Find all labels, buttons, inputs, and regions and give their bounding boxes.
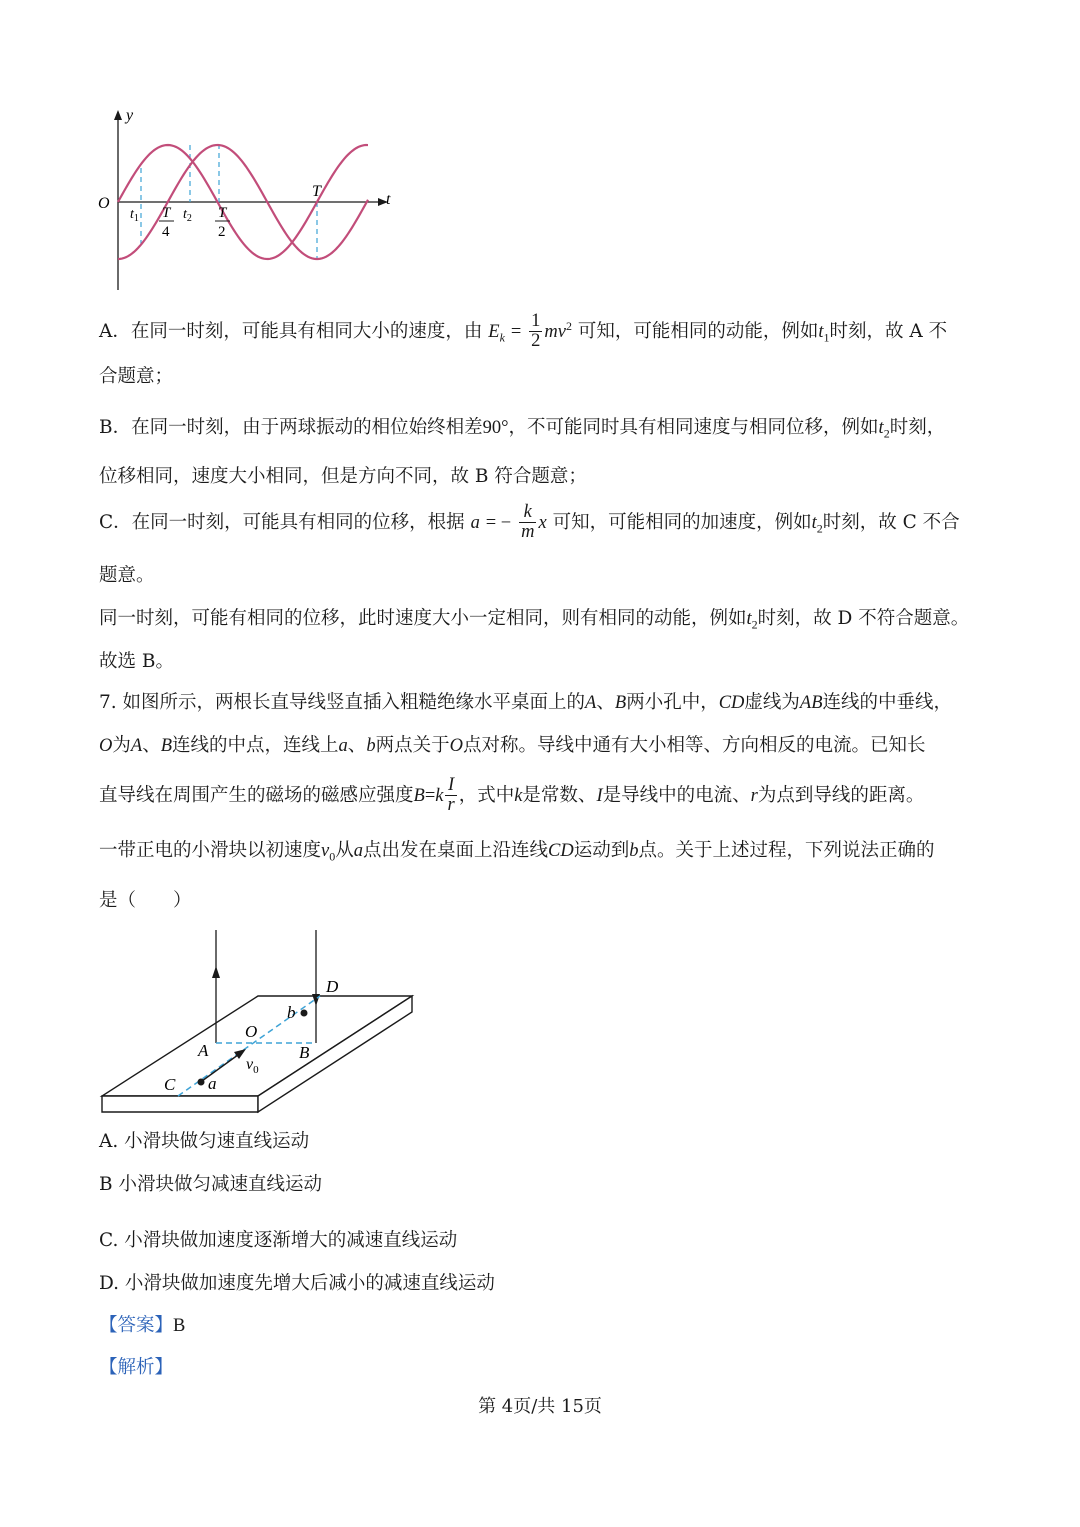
option-b: B 小滑块做匀减速直线运动 xyxy=(99,1174,322,1195)
label-a: a xyxy=(208,1074,217,1093)
explanation-option-c-cont: 题意。 xyxy=(99,565,155,586)
half-period-num: T xyxy=(218,205,227,221)
label-C: C xyxy=(164,1075,176,1094)
explanation-option-c: C．在同一时刻，可能具有相同的位移，根据 a = − $\frac{k}{m}$ x 可知，可能相同的加速度，例如$t_2$时刻，故 C 不合 xyxy=(99,502,960,543)
label-D: D xyxy=(326,977,339,996)
question7-line2: O为A、B连线的中点，连线上a、b两点关于O点对称。导线中通有大小相等、方向相反的电流。已知长 xyxy=(99,735,926,756)
fraction-I-over-r: $\frac{I}{r}$ xyxy=(447,775,455,816)
explanation-option-a-cont: 合题意； xyxy=(99,366,174,387)
label-B: B xyxy=(299,1043,310,1062)
question7-line4: 一带正电的小滑块以初速度$v_0$从a点出发在桌面上沿连线CD运动到b点。关于上述过程，下列说法正确的 xyxy=(99,840,935,864)
answer-line xyxy=(99,1315,985,1337)
question7-line3: 直导线在周围产生的磁场的磁感应强度B=k $\frac{I}{r}$ ，式中k是常数、I是导线中的电流、r为点到导线的距离。 xyxy=(99,775,925,816)
origin-label: O xyxy=(98,195,110,212)
explanation-option-a: A．在同一时刻，可能具有相同大小的速度，由 $E_k$ = $\frac{1}{2}$ $mv^2$ 可知，可能相同的动能，例如$t_1$时刻，故 A 不 xyxy=(99,311,948,352)
option-a: A. 小滑块做匀速直线运动 xyxy=(99,1131,310,1152)
t2-label: $t_2$ xyxy=(183,207,192,224)
wire-table-figure xyxy=(98,926,418,1116)
question7-line5: 是（ ） xyxy=(99,890,192,911)
page-footer: 第 4页/共 15页 xyxy=(478,1396,602,1417)
table-slab xyxy=(102,996,412,1112)
point-a xyxy=(198,1079,205,1086)
label-O: O xyxy=(245,1022,258,1041)
answer-label: 【答案】 xyxy=(99,1315,174,1336)
explanation-option-b-cont: 位移相同，速度大小相同，但是方向不同，故 B 符合题意； xyxy=(99,466,587,487)
t1-label: $t_1$ xyxy=(130,207,139,224)
label-A: A xyxy=(198,1041,209,1060)
explanation-option-b: B．在同一时刻，由于两球振动的相位始终相差90°，不可能同时具有相同速度与相同位移，例如$t_2$时刻， xyxy=(99,417,946,441)
analysis-label: 【解析】 xyxy=(99,1357,174,1378)
label-b: b xyxy=(287,1003,296,1022)
option-c: C. 小滑块做加速度逐渐增大的减速直线运动 xyxy=(99,1230,458,1251)
fraction-one-half: $\frac{1}{2}$ xyxy=(531,311,541,352)
point-b xyxy=(301,1010,308,1017)
answer-value: B xyxy=(173,1316,186,1336)
half-period-den: 2 xyxy=(218,224,226,240)
oscillation-graph xyxy=(92,104,402,300)
fraction-k-over-m: $\frac{k}{m}$ xyxy=(521,502,535,543)
quarter-period-num: T xyxy=(162,205,171,221)
explanation-conclusion: 故选 B。 xyxy=(99,651,174,672)
analysis-line xyxy=(99,1357,985,1379)
T-label: T xyxy=(312,183,321,200)
quarter-period-den: 4 xyxy=(162,224,170,240)
option-d: D. 小滑块做加速度先增大后减小的减速直线运动 xyxy=(99,1273,495,1294)
wire-a-arrow-icon xyxy=(212,966,220,978)
y-axis-arrow-icon xyxy=(114,110,122,120)
t-axis-label: t xyxy=(386,191,391,208)
question7-line1: 7. 如图所示，两根长直导线竖直插入粗糙绝缘水平桌面上的A、B两小孔中，CD虚线为AB连线的中垂线， xyxy=(99,692,953,713)
explanation-option-d: 同一时刻，可能有相同的位移，此时速度大小一定相同，则有相同的动能，例如$t_2$时刻，故 D 不符合题意。 xyxy=(99,608,970,632)
label-v0: $v_0$ xyxy=(246,1056,259,1076)
y-axis-label: y xyxy=(126,107,134,124)
